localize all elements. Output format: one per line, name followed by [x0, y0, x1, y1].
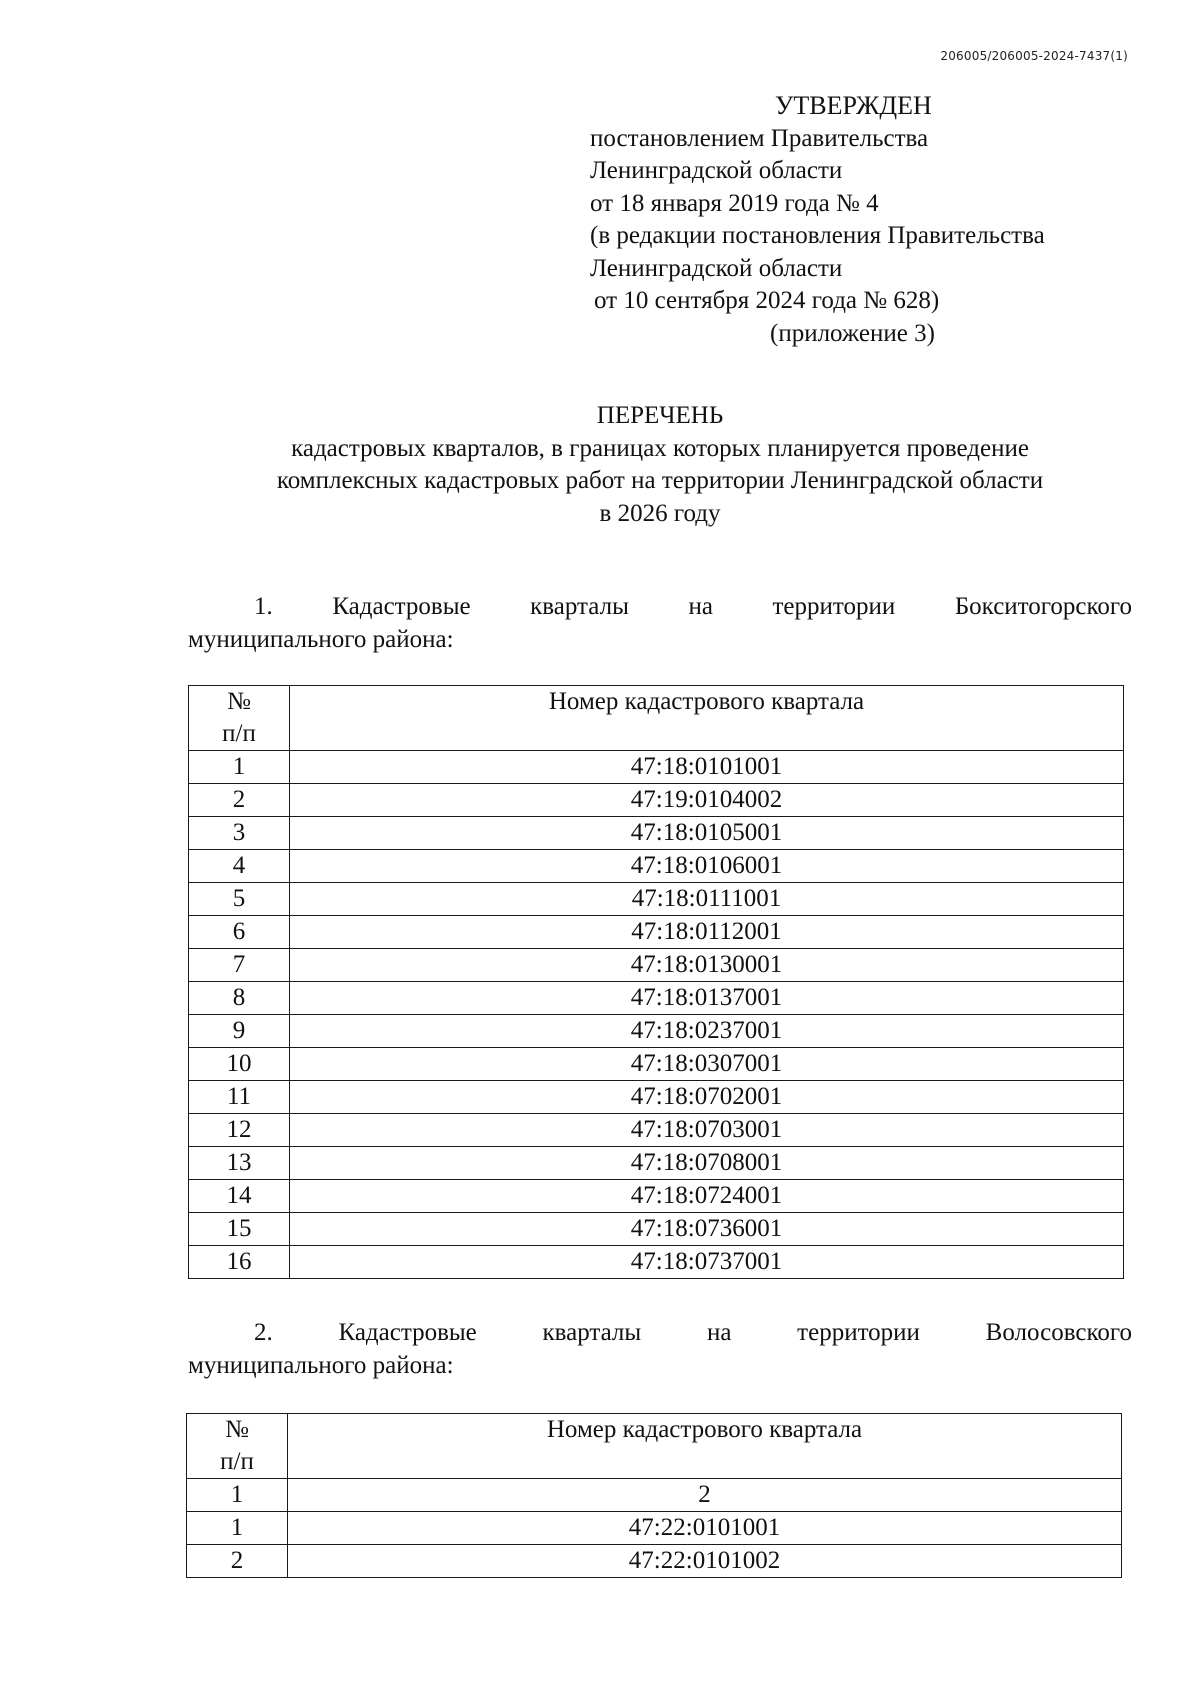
cadastral-code: 47:18:0708001 — [290, 1147, 1124, 1180]
cadastral-code: 47:18:0137001 — [290, 982, 1124, 1015]
row-number: 11 — [189, 1081, 290, 1114]
cadastral-code: 47:18:0702001 — [290, 1081, 1124, 1114]
heading-line-2: комплексных кадастровых работ на территории Ленинградской области — [276, 467, 1044, 494]
approval-annex: (приложение 3) — [770, 319, 935, 347]
section-2-word: территории — [797, 1319, 920, 1346]
row-number: 1 — [187, 1479, 288, 1512]
row-number: 4 — [189, 850, 290, 883]
section-1-table — [188, 685, 1124, 1279]
document-id: 206005/206005-2024-7437(1) — [940, 49, 1128, 63]
approval-line-4: (в редакции постановления Правительства — [590, 222, 1045, 249]
cadastral-code: 47:18:0112001 — [290, 916, 1124, 949]
table-row — [189, 817, 1124, 850]
table-row — [189, 1147, 1124, 1180]
table-row — [189, 1246, 1124, 1279]
section-2-intro-line-1 — [188, 1316, 1132, 1349]
section-1-word: 1. — [254, 593, 273, 620]
approval-block — [590, 90, 1130, 350]
row-number: 12 — [189, 1114, 290, 1147]
section-1-intro-line-2: муниципального района: — [188, 626, 454, 653]
approval-line-5: Ленинградской области — [590, 254, 843, 282]
table-row — [189, 1114, 1124, 1147]
approval-line-3: от 18 января 2019 года № 4 — [590, 189, 879, 217]
cadastral-code: 47:18:0130001 — [290, 949, 1124, 982]
table-row — [189, 1081, 1124, 1114]
header-number-pp: п/п — [220, 1448, 254, 1475]
table-row — [189, 883, 1124, 916]
cadastral-code: 47:18:0737001 — [290, 1246, 1124, 1279]
row-number: 9 — [189, 1015, 290, 1048]
cadastral-code: 47:18:0724001 — [290, 1180, 1124, 1213]
row-number: 8 — [189, 982, 290, 1015]
section-1-word: на — [688, 593, 713, 620]
approval-line-2: Ленинградской области — [590, 157, 843, 184]
row-number: 6 — [189, 916, 290, 949]
header-number — [189, 686, 290, 751]
table-row — [187, 1479, 1122, 1512]
table-row — [189, 982, 1124, 1015]
section-2-word: Волосовского — [985, 1319, 1132, 1346]
heading-line-1: кадастровых кварталов, в границах которых планируется проведение — [291, 434, 1029, 462]
header-number-pp: п/п — [222, 720, 256, 747]
table-row — [189, 850, 1124, 883]
table-row — [189, 1180, 1124, 1213]
cadastral-code: 47:18:0307001 — [290, 1048, 1124, 1081]
heading-title: ПЕРЕЧЕНЬ — [596, 402, 724, 429]
cadastral-code: 47:22:0101001 — [288, 1512, 1122, 1545]
section-1-word: кварталы — [530, 593, 629, 620]
document-heading — [0, 400, 1200, 530]
approval-line-6: от 10 сентября 2024 года № 628) — [594, 287, 940, 314]
table-row — [189, 916, 1124, 949]
row-number: 15 — [189, 1213, 290, 1246]
row-number: 14 — [189, 1180, 290, 1213]
section-1-intro-line-1 — [188, 590, 1132, 623]
row-number: 3 — [189, 817, 290, 850]
table-row — [187, 1512, 1122, 1545]
section-2-table — [186, 1413, 1122, 1578]
section-2-word: на — [706, 1319, 732, 1346]
section-2-word: кварталы — [542, 1319, 642, 1346]
section-2-word: Кадастровые — [338, 1319, 477, 1346]
approval-title: УТВЕРЖДЕН — [775, 91, 932, 120]
cadastral-code: 47:18:0237001 — [290, 1015, 1124, 1048]
heading-line-3: в 2026 году — [599, 499, 721, 527]
header-number — [187, 1414, 288, 1479]
header-cadastral-number: Номер кадастрового квартала — [290, 686, 1124, 751]
table-row — [189, 949, 1124, 982]
row-number: 1 — [187, 1512, 288, 1545]
section-2-word: 2. — [254, 1319, 273, 1346]
section-1-word: Кадастровые — [332, 593, 471, 620]
row-number: 5 — [189, 883, 290, 916]
row-number: 2 — [187, 1545, 288, 1578]
approval-line-1: постановлением Правительства — [590, 124, 929, 152]
cadastral-code: 47:18:0703001 — [290, 1114, 1124, 1147]
cadastral-code: 2 — [288, 1479, 1122, 1512]
section-1-intro — [188, 590, 1132, 656]
table-row — [187, 1545, 1122, 1578]
section-1-word: Бокситогорского — [954, 593, 1132, 620]
cadastral-code: 47:18:0105001 — [290, 817, 1124, 850]
section-1-word: территории — [772, 593, 896, 620]
section-2-intro-line-2: муниципального района: — [188, 1352, 454, 1379]
cadastral-code: 47:22:0101002 — [288, 1545, 1122, 1578]
cadastral-code: 47:18:0101001 — [290, 751, 1124, 784]
header-number-symbol: № — [227, 688, 251, 715]
cadastral-code: 47:18:0111001 — [290, 883, 1124, 916]
table-row — [189, 1048, 1124, 1081]
section-2-intro — [188, 1316, 1132, 1382]
row-number: 1 — [189, 751, 290, 784]
row-number: 10 — [189, 1048, 290, 1081]
header-number-symbol: № — [225, 1416, 249, 1443]
table-header-row — [187, 1414, 1122, 1479]
cadastral-code: 47:19:0104002 — [290, 784, 1124, 817]
table-row — [189, 751, 1124, 784]
cadastral-code: 47:18:0106001 — [290, 850, 1124, 883]
table-row — [189, 784, 1124, 817]
row-number: 13 — [189, 1147, 290, 1180]
row-number: 2 — [189, 784, 290, 817]
header-cadastral-number: Номер кадастрового квартала — [288, 1414, 1122, 1479]
table-row — [189, 1015, 1124, 1048]
table-row — [189, 1213, 1124, 1246]
cadastral-code: 47:18:0736001 — [290, 1213, 1124, 1246]
row-number: 16 — [189, 1246, 290, 1279]
table-header-row — [189, 686, 1124, 751]
row-number: 7 — [189, 949, 290, 982]
